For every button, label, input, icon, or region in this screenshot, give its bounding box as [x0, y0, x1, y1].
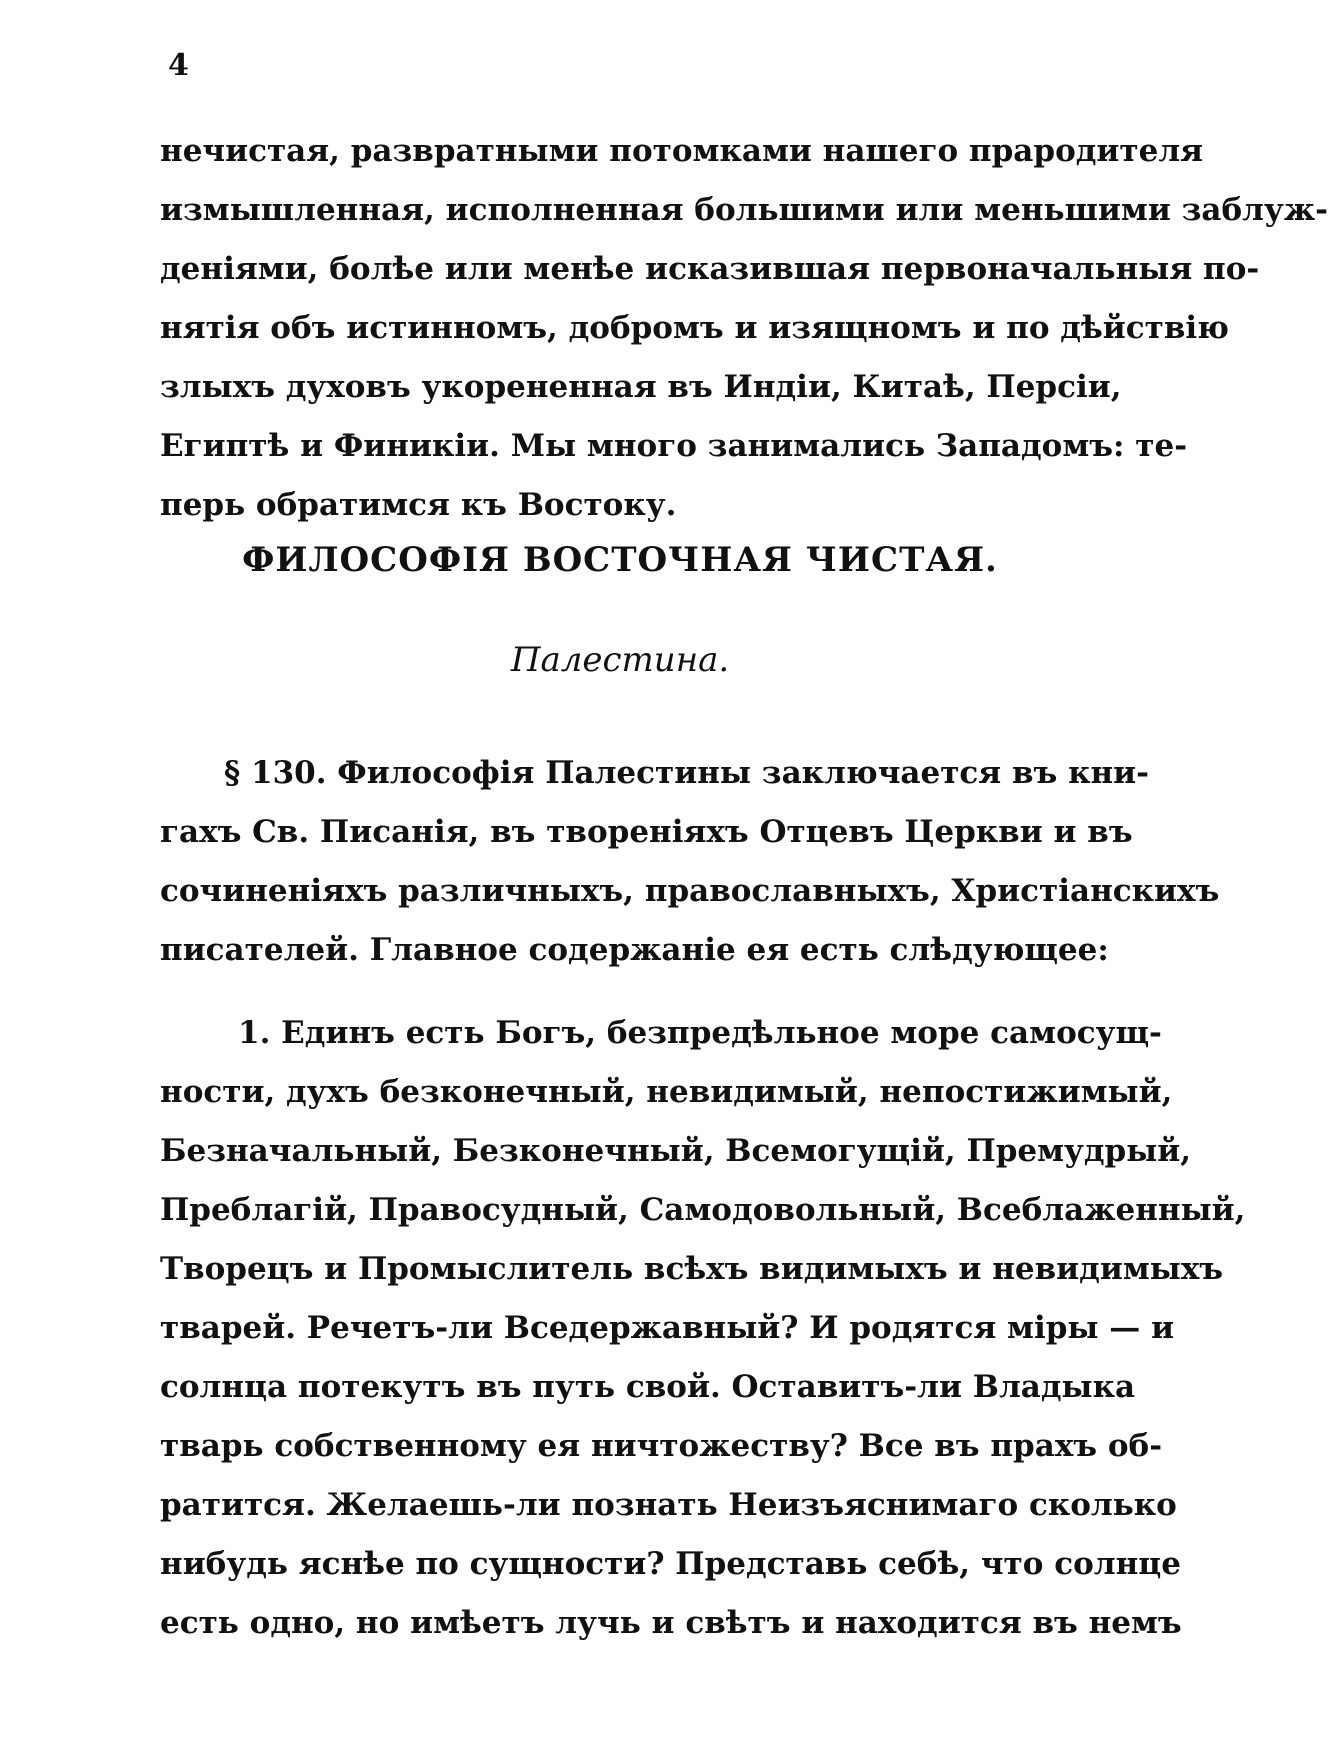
text-line: § 130. Философія Палестины заключается въ кни-	[224, 755, 1150, 791]
text-line: нибудь яснѣе по сущности? Представь себѣ, что солнце	[160, 1546, 1181, 1582]
text-line: сочиненіяхъ различныхъ, православныхъ, Христіанскихъ	[160, 873, 1220, 909]
text-line: деніями, болѣе или менѣе исказившая первоначальныя по-	[160, 251, 1260, 287]
text-line: есть одно, но имѣетъ лучь и свѣтъ и находится въ немъ	[160, 1605, 1182, 1641]
text-line: ности, духъ безконечный, невидимый, непостижимый,	[160, 1074, 1173, 1110]
text-line: Творецъ и Промыслитель всѣхъ видимыхъ и невидимыхъ	[160, 1251, 1224, 1287]
text-line: Безначальный, Безконечный, Всемогущій, Премудрый,	[160, 1133, 1192, 1169]
text-line: перь обратимся къ Востоку.	[160, 487, 677, 523]
text-line: ратится. Желаешь-ли познать Неизъяснимаго сколько	[160, 1487, 1177, 1523]
text-line: тварь собственному ея ничтожеству? Все въ прахъ об-	[160, 1428, 1163, 1464]
page-number: 4	[168, 48, 189, 83]
text-line: Преблагій, Правосудный, Самодовольный, Всеблаженный,	[160, 1192, 1246, 1228]
text-line: нечистая, развратными потомками нашего прародителя	[160, 133, 1204, 169]
text-line: нятія объ истинномъ, добромъ и изящномъ и по дѣйствію	[160, 310, 1229, 346]
intro-paragraph	[160, 122, 1328, 535]
paragraph-point-1	[160, 1004, 1246, 1653]
text-line: солнца потекутъ въ путь свой. Оставитъ-ли Владыка	[160, 1369, 1136, 1405]
text-line: гахъ Св. Писанія, въ твореніяхъ Отцевъ Церкви и въ	[160, 814, 1133, 850]
text-line: 1. Единъ есть Богъ, безпредѣльное море самосущ-	[238, 1015, 1162, 1051]
text-line: Египтѣ и Финикіи. Мы много занимались Западомъ: те-	[160, 428, 1188, 464]
paragraph-130	[160, 744, 1220, 980]
text-line: писателей. Главное содержаніе ея есть слѣдующее:	[160, 932, 1109, 968]
section-subheading: Палестина.	[510, 640, 730, 680]
text-line: измышленная, исполненная большими или меньшими заблуж-	[160, 192, 1328, 228]
section-heading: ФИЛОСОФІЯ ВОСТОЧНАЯ ЧИСТАЯ.	[242, 540, 998, 580]
text-line: злыхъ духовъ укорененная въ Индіи, Китаѣ, Персіи,	[160, 369, 1122, 405]
text-line: тварей. Речетъ-ли Вседержавный? И родятся міры — и	[160, 1310, 1175, 1346]
